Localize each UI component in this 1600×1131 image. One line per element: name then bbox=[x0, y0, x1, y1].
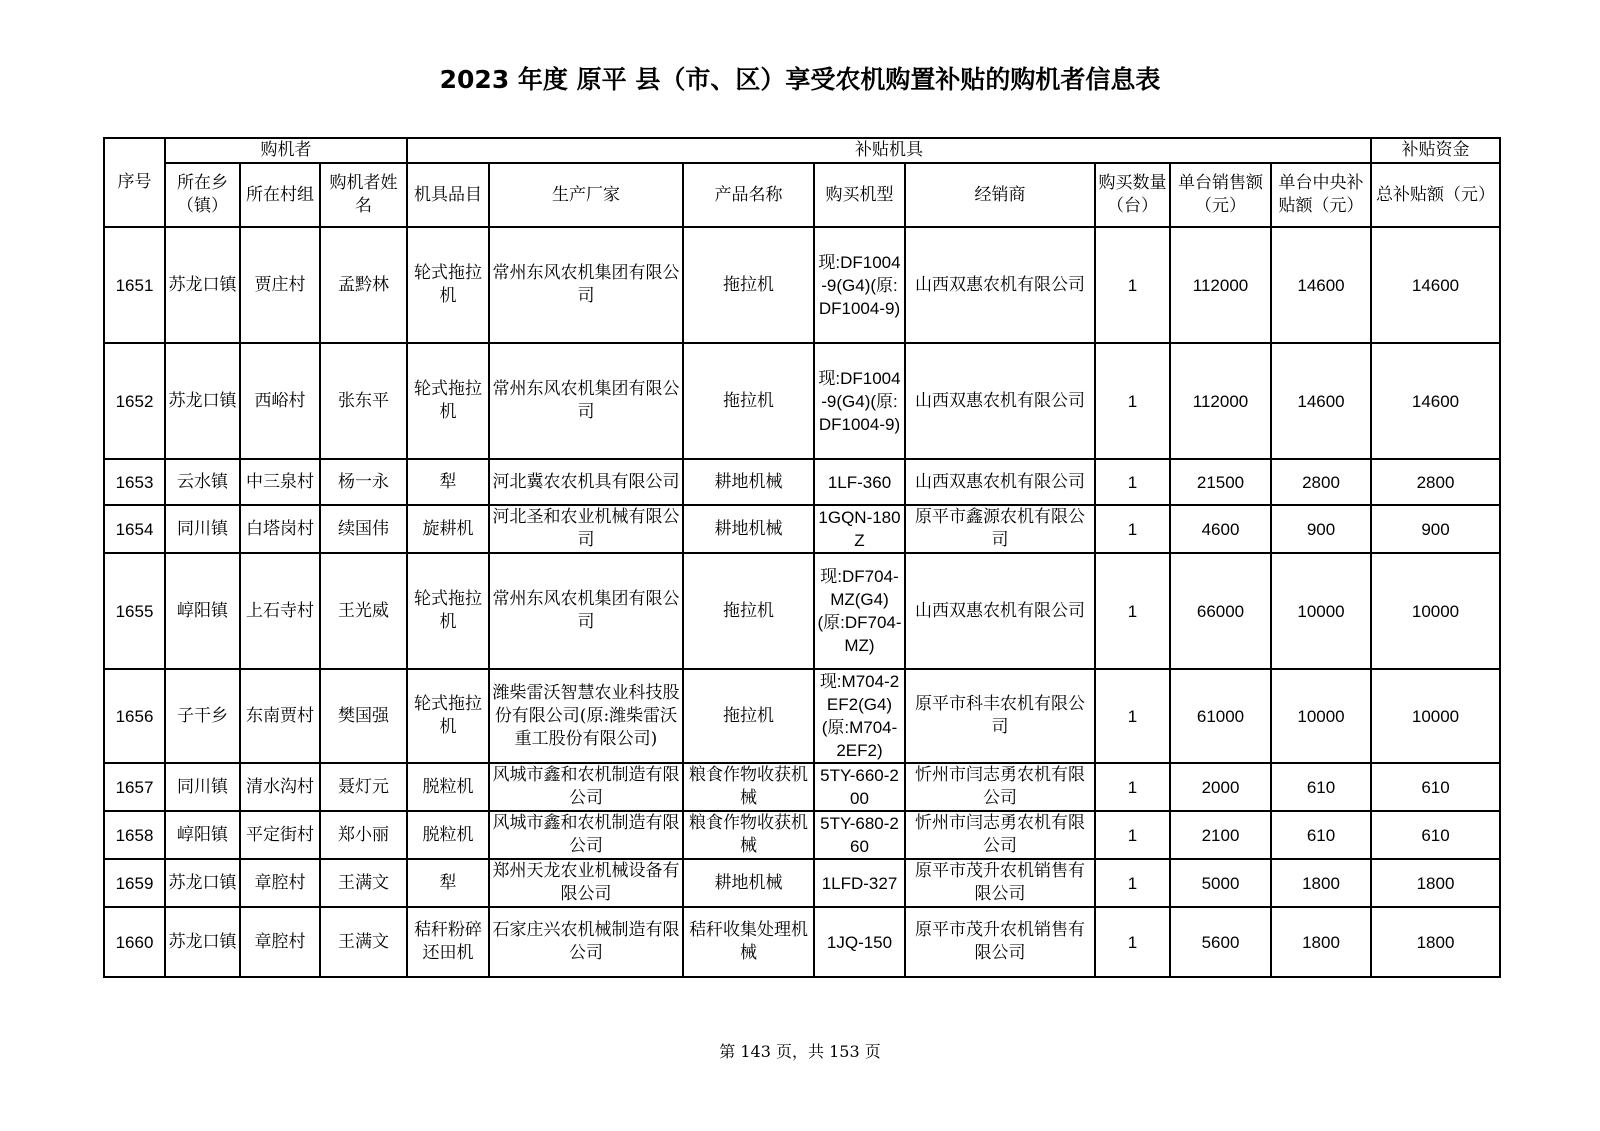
cell-manufacturer: 常州东风农机集团有限公司 bbox=[489, 553, 683, 669]
cell-qty: 1 bbox=[1095, 343, 1170, 459]
table-header bbox=[104, 138, 1500, 227]
cell-name: 张东平 bbox=[320, 343, 407, 459]
cell-seq: 1654 bbox=[104, 505, 165, 553]
cell-model: 现:DF1004-9(G4)(原:DF1004-9) bbox=[814, 343, 905, 459]
cell-unit-price: 2100 bbox=[1170, 811, 1271, 859]
subsidy-table bbox=[103, 137, 1501, 978]
cell-manufacturer: 石家庄兴农机械制造有限公司 bbox=[489, 907, 683, 977]
cell-qty: 1 bbox=[1095, 505, 1170, 553]
cell-dealer: 山西双惠农机有限公司 bbox=[905, 343, 1095, 459]
col-qty-header: 购买数量（台） bbox=[1095, 163, 1170, 227]
cell-product: 耕地机械 bbox=[683, 859, 814, 907]
cell-village: 贾庄村 bbox=[240, 227, 320, 343]
cell-qty: 1 bbox=[1095, 763, 1170, 811]
cell-total-subsidy: 10000 bbox=[1371, 553, 1500, 669]
cell-seq: 1655 bbox=[104, 553, 165, 669]
cell-unit-price: 2000 bbox=[1170, 763, 1271, 811]
cell-seq: 1653 bbox=[104, 459, 165, 505]
cell-unit-price: 21500 bbox=[1170, 459, 1271, 505]
cell-unit-price: 4600 bbox=[1170, 505, 1271, 553]
cell-qty: 1 bbox=[1095, 811, 1170, 859]
cell-name: 樊国强 bbox=[320, 669, 407, 763]
cell-model: 现:DF704-MZ(G4)(原:DF704-MZ) bbox=[814, 553, 905, 669]
cell-manufacturer: 常州东风农机集团有限公司 bbox=[489, 227, 683, 343]
table-row bbox=[104, 343, 1500, 459]
cell-central-subsidy: 2800 bbox=[1271, 459, 1371, 505]
col-village-header: 所在村组 bbox=[240, 163, 320, 227]
table-row bbox=[104, 553, 1500, 669]
cell-product: 秸秆收集处理机械 bbox=[683, 907, 814, 977]
cell-name: 王满文 bbox=[320, 859, 407, 907]
cell-total-subsidy: 2800 bbox=[1371, 459, 1500, 505]
cell-town: 崞阳镇 bbox=[165, 811, 240, 859]
table-row bbox=[104, 669, 1500, 763]
cell-category: 犁 bbox=[407, 459, 489, 505]
cell-central-subsidy: 1800 bbox=[1271, 859, 1371, 907]
table-row bbox=[104, 227, 1500, 343]
cell-central-subsidy: 900 bbox=[1271, 505, 1371, 553]
cell-qty: 1 bbox=[1095, 669, 1170, 763]
cell-model: 5TY-680-260 bbox=[814, 811, 905, 859]
cell-model: 1GQN-180Z bbox=[814, 505, 905, 553]
page-title: 2023 年度 原平 县（市、区）享受农机购置补贴的购机者信息表 bbox=[439, 65, 1161, 94]
cell-central-subsidy: 14600 bbox=[1271, 227, 1371, 343]
cell-manufacturer: 风城市鑫和农机制造有限公司 bbox=[489, 811, 683, 859]
cell-name: 孟黔林 bbox=[320, 227, 407, 343]
cell-category: 脱粒机 bbox=[407, 811, 489, 859]
group-machine-header: 补贴机具 bbox=[407, 138, 1371, 163]
cell-village: 白塔岗村 bbox=[240, 505, 320, 553]
cell-town: 苏龙口镇 bbox=[165, 343, 240, 459]
cell-total-subsidy: 1800 bbox=[1371, 907, 1500, 977]
cell-manufacturer: 河北冀农农机具有限公司 bbox=[489, 459, 683, 505]
cell-qty: 1 bbox=[1095, 459, 1170, 505]
cell-unit-price: 112000 bbox=[1170, 343, 1271, 459]
cell-model: 1JQ-150 bbox=[814, 907, 905, 977]
cell-village: 东南贾村 bbox=[240, 669, 320, 763]
cell-seq: 1652 bbox=[104, 343, 165, 459]
cell-total-subsidy: 900 bbox=[1371, 505, 1500, 553]
cell-dealer: 山西双惠农机有限公司 bbox=[905, 227, 1095, 343]
cell-seq: 1651 bbox=[104, 227, 165, 343]
cell-model: 现:DF1004-9(G4)(原:DF1004-9) bbox=[814, 227, 905, 343]
cell-seq: 1659 bbox=[104, 859, 165, 907]
cell-category: 轮式拖拉机 bbox=[407, 669, 489, 763]
col-name-header: 购机者姓名 bbox=[320, 163, 407, 227]
cell-total-subsidy: 14600 bbox=[1371, 227, 1500, 343]
cell-unit-price: 5000 bbox=[1170, 859, 1271, 907]
cell-town: 崞阳镇 bbox=[165, 553, 240, 669]
cell-town: 苏龙口镇 bbox=[165, 859, 240, 907]
cell-qty: 1 bbox=[1095, 553, 1170, 669]
table-row bbox=[104, 505, 1500, 553]
cell-dealer: 原平市茂升农机销售有限公司 bbox=[905, 859, 1095, 907]
cell-name: 王满文 bbox=[320, 907, 407, 977]
col-product-header: 产品名称 bbox=[683, 163, 814, 227]
cell-unit-price: 112000 bbox=[1170, 227, 1271, 343]
cell-product: 粮食作物收获机械 bbox=[683, 811, 814, 859]
cell-manufacturer: 潍柴雷沃智慧农业科技股份有限公司(原:潍柴雷沃重工股份有限公司) bbox=[489, 669, 683, 763]
group-funds-header: 补贴资金 bbox=[1371, 138, 1500, 163]
cell-model: 5TY-660-200 bbox=[814, 763, 905, 811]
cell-central-subsidy: 610 bbox=[1271, 811, 1371, 859]
group-buyer-header: 购机者 bbox=[165, 138, 407, 163]
cell-product: 拖拉机 bbox=[683, 227, 814, 343]
cell-total-subsidy: 610 bbox=[1371, 763, 1500, 811]
cell-manufacturer: 常州东风农机集团有限公司 bbox=[489, 343, 683, 459]
col-category-header: 机具品目 bbox=[407, 163, 489, 227]
cell-product: 拖拉机 bbox=[683, 343, 814, 459]
cell-total-subsidy: 1800 bbox=[1371, 859, 1500, 907]
cell-town: 苏龙口镇 bbox=[165, 227, 240, 343]
col-seq-header: 序号 bbox=[104, 138, 165, 227]
cell-dealer: 原平市科丰农机有限公司 bbox=[905, 669, 1095, 763]
cell-category: 轮式拖拉机 bbox=[407, 553, 489, 669]
table-row bbox=[104, 811, 1500, 859]
col-model-header: 购买机型 bbox=[814, 163, 905, 227]
cell-village: 西峪村 bbox=[240, 343, 320, 459]
cell-total-subsidy: 14600 bbox=[1371, 343, 1500, 459]
col-total-subsidy-header: 总补贴额（元） bbox=[1371, 163, 1500, 227]
cell-town: 子干乡 bbox=[165, 669, 240, 763]
cell-manufacturer: 风城市鑫和农机制造有限公司 bbox=[489, 763, 683, 811]
cell-town: 同川镇 bbox=[165, 505, 240, 553]
cell-product: 拖拉机 bbox=[683, 669, 814, 763]
col-central-subsidy-header: 单台中央补贴额（元） bbox=[1271, 163, 1371, 227]
cell-unit-price: 5600 bbox=[1170, 907, 1271, 977]
col-town-header: 所在乡（镇） bbox=[165, 163, 240, 227]
cell-town: 云水镇 bbox=[165, 459, 240, 505]
table-row bbox=[104, 907, 1500, 977]
table-row bbox=[104, 459, 1500, 505]
cell-dealer: 忻州市闫志勇农机有限公司 bbox=[905, 763, 1095, 811]
col-dealer-header: 经销商 bbox=[905, 163, 1095, 227]
cell-seq: 1660 bbox=[104, 907, 165, 977]
cell-dealer: 山西双惠农机有限公司 bbox=[905, 553, 1095, 669]
cell-central-subsidy: 610 bbox=[1271, 763, 1371, 811]
cell-qty: 1 bbox=[1095, 227, 1170, 343]
cell-village: 平定街村 bbox=[240, 811, 320, 859]
cell-name: 王光威 bbox=[320, 553, 407, 669]
cell-category: 轮式拖拉机 bbox=[407, 227, 489, 343]
cell-model: 1LF-360 bbox=[814, 459, 905, 505]
table-body bbox=[104, 227, 1500, 977]
cell-category: 脱粒机 bbox=[407, 763, 489, 811]
cell-product: 耕地机械 bbox=[683, 459, 814, 505]
cell-name: 郑小丽 bbox=[320, 811, 407, 859]
col-unit-price-header: 单台销售额（元） bbox=[1170, 163, 1271, 227]
cell-model: 1LFD-327 bbox=[814, 859, 905, 907]
cell-qty: 1 bbox=[1095, 859, 1170, 907]
cell-category: 旋耕机 bbox=[407, 505, 489, 553]
cell-manufacturer: 河北圣和农业机械有限公司 bbox=[489, 505, 683, 553]
cell-name: 聂灯元 bbox=[320, 763, 407, 811]
cell-town: 同川镇 bbox=[165, 763, 240, 811]
cell-village: 章腔村 bbox=[240, 859, 320, 907]
cell-unit-price: 61000 bbox=[1170, 669, 1271, 763]
cell-village: 章腔村 bbox=[240, 907, 320, 977]
cell-name: 续国伟 bbox=[320, 505, 407, 553]
cell-product: 拖拉机 bbox=[683, 553, 814, 669]
cell-central-subsidy: 14600 bbox=[1271, 343, 1371, 459]
cell-model: 现:M704-2EF2(G4)(原:M704-2EF2) bbox=[814, 669, 905, 763]
cell-dealer: 山西双惠农机有限公司 bbox=[905, 459, 1095, 505]
cell-central-subsidy: 10000 bbox=[1271, 669, 1371, 763]
cell-name: 杨一永 bbox=[320, 459, 407, 505]
cell-seq: 1657 bbox=[104, 763, 165, 811]
cell-seq: 1658 bbox=[104, 811, 165, 859]
cell-category: 轮式拖拉机 bbox=[407, 343, 489, 459]
cell-category: 秸秆粉碎还田机 bbox=[407, 907, 489, 977]
cell-village: 清水沟村 bbox=[240, 763, 320, 811]
cell-village: 上石寺村 bbox=[240, 553, 320, 669]
cell-product: 粮食作物收获机械 bbox=[683, 763, 814, 811]
cell-central-subsidy: 1800 bbox=[1271, 907, 1371, 977]
table-row bbox=[104, 763, 1500, 811]
col-manufacturer-header: 生产厂家 bbox=[489, 163, 683, 227]
cell-category: 犁 bbox=[407, 859, 489, 907]
cell-total-subsidy: 610 bbox=[1371, 811, 1500, 859]
table-row bbox=[104, 859, 1500, 907]
cell-town: 苏龙口镇 bbox=[165, 907, 240, 977]
cell-central-subsidy: 10000 bbox=[1271, 553, 1371, 669]
cell-manufacturer: 郑州天龙农业机械设备有限公司 bbox=[489, 859, 683, 907]
cell-dealer: 原平市鑫源农机有限公司 bbox=[905, 505, 1095, 553]
cell-unit-price: 66000 bbox=[1170, 553, 1271, 669]
cell-qty: 1 bbox=[1095, 907, 1170, 977]
cell-village: 中三泉村 bbox=[240, 459, 320, 505]
cell-dealer: 忻州市闫志勇农机有限公司 bbox=[905, 811, 1095, 859]
page-footer: 第 143 页，共 153 页 bbox=[719, 1042, 881, 1061]
cell-product: 耕地机械 bbox=[683, 505, 814, 553]
cell-dealer: 原平市茂升农机销售有限公司 bbox=[905, 907, 1095, 977]
cell-total-subsidy: 10000 bbox=[1371, 669, 1500, 763]
cell-seq: 1656 bbox=[104, 669, 165, 763]
